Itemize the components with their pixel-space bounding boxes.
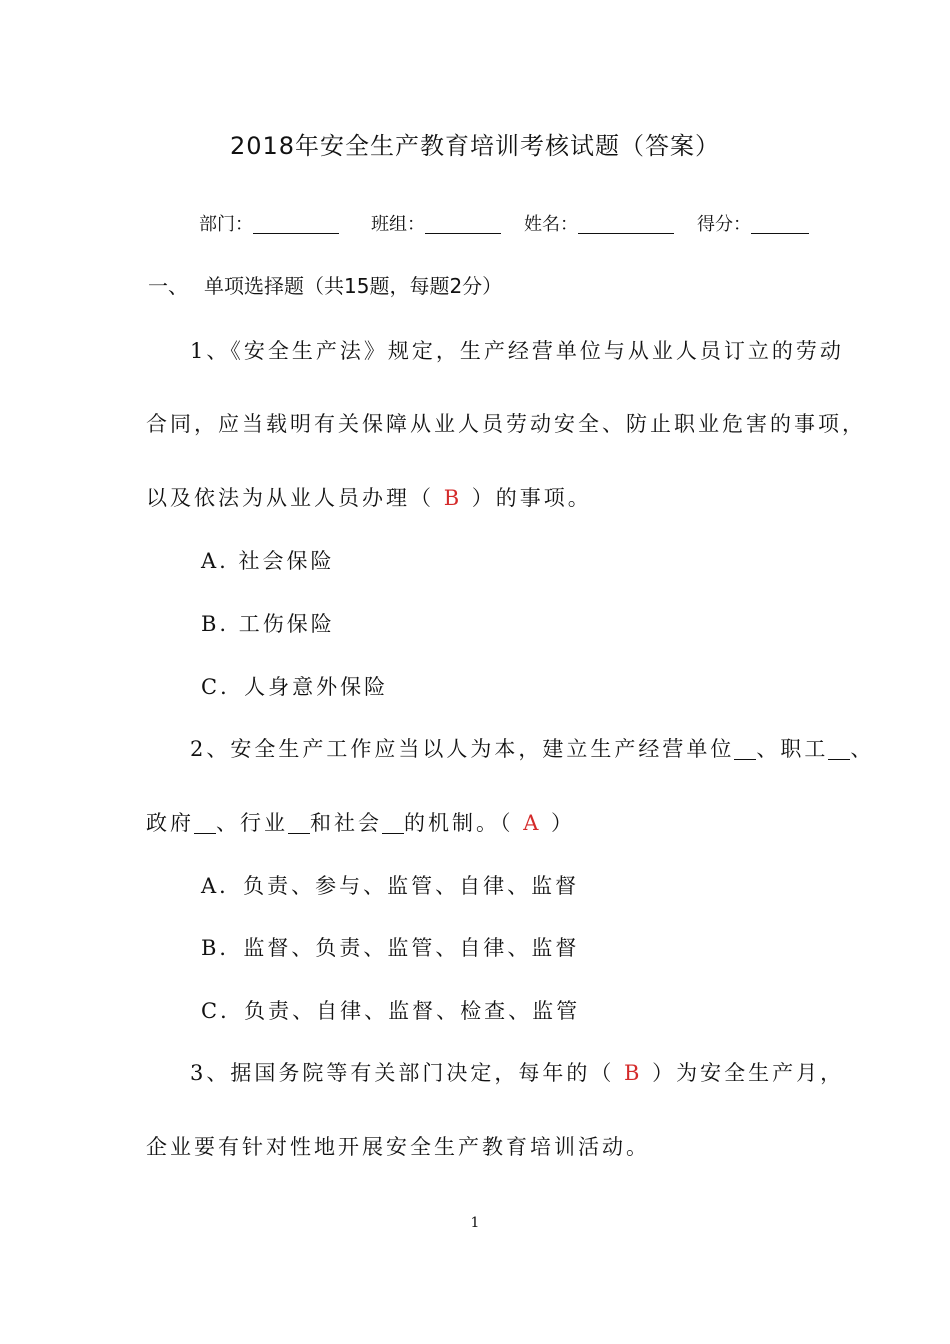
- page-title: 2018年安全生产教育培训考核试题（答案）: [229, 132, 721, 160]
- group-label: 班组：: [371, 214, 425, 235]
- q3-line1-post: ）为安全生产月，: [642, 1061, 845, 1085]
- q2-blank-1: [734, 739, 756, 760]
- q3-answer: B: [624, 1061, 643, 1085]
- q2-line2-b: 、行业: [216, 811, 288, 835]
- q2-blank-4: [288, 813, 310, 834]
- q2-line1-c: 、: [850, 737, 875, 761]
- score-blank[interactable]: [751, 213, 809, 234]
- q3-line1: [190, 1057, 844, 1087]
- q1-line2: 合同，应当载明有关保障从业人员劳动安全、防止职业危害的事项，: [146, 412, 866, 436]
- q2-line2-e: ）: [541, 811, 576, 835]
- q2-line2: [146, 807, 575, 837]
- score-field: [697, 210, 809, 236]
- q2-blank-5: [382, 813, 404, 834]
- q1-line3-pre: 以及依法为从业人员办理（: [146, 486, 444, 510]
- q2-option-c: C．负责、自律、监督、检查、监管: [201, 999, 581, 1023]
- section-number: 一、: [148, 274, 188, 298]
- q1-option-c: C．人身意外保险: [201, 675, 389, 699]
- name-label: 姓名：: [524, 214, 578, 235]
- section-heading: [148, 270, 502, 299]
- q1-option-a: A. 社会保险: [201, 549, 335, 573]
- q1-option-b: B. 工伤保险: [201, 612, 335, 636]
- q2-answer: A: [523, 811, 542, 835]
- q2-option-a: A．负责、参与、监管、自律、监督: [201, 874, 580, 898]
- q2-line2-d: 的机制。（: [404, 811, 524, 835]
- q2-option-b: B．监督、负责、监管、自律、监督: [201, 936, 580, 960]
- q2-line1-b: 、职工: [756, 737, 829, 761]
- q2-line2-a: 政府: [146, 811, 194, 835]
- dept-blank[interactable]: [253, 213, 339, 234]
- q3-line1-pre: 3、据国务院等有关部门决定，每年的（: [190, 1061, 625, 1085]
- q1-answer: B: [443, 486, 463, 510]
- q1-line3-post: ）的事项。: [462, 486, 592, 510]
- q3-line2: 企业要有针对性地开展安全生产教育培训活动。: [146, 1135, 650, 1159]
- section-label: 单项选择题（共15题，每题2分）: [204, 274, 503, 298]
- q2-blank-3: [194, 813, 216, 834]
- q2-line1-a: 2、安全生产工作应当以人为本，建立生产经营单位: [190, 737, 735, 761]
- score-label: 得分：: [697, 214, 751, 235]
- name-blank[interactable]: [578, 213, 674, 234]
- q2-line1: [190, 733, 874, 763]
- q2-blank-2: [828, 739, 850, 760]
- group-blank[interactable]: [425, 213, 501, 234]
- group-field: [371, 210, 501, 236]
- dept-label: 部门：: [199, 214, 253, 235]
- dept-field: [199, 210, 339, 236]
- q2-line2-c: 和社会: [310, 811, 382, 835]
- q1-line3: [146, 482, 592, 512]
- name-field: [524, 210, 674, 236]
- q1-line1: 1、《安全生产法》规定，生产经营单位与从业人员订立的劳动: [190, 339, 844, 363]
- page-number: 1: [470, 1215, 480, 1231]
